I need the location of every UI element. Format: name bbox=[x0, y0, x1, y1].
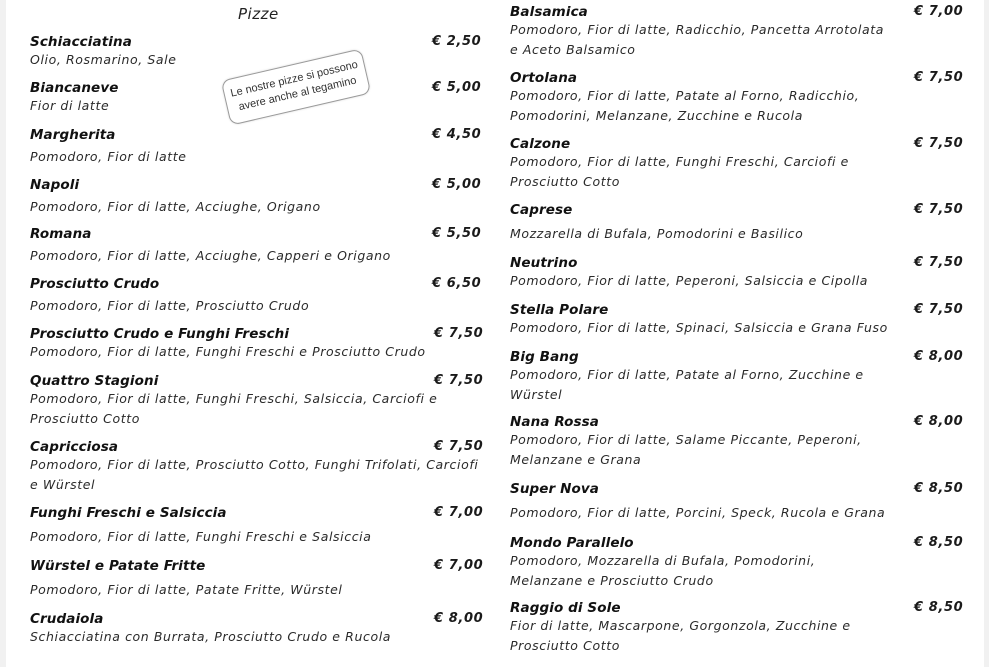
item-desc: Pomodoro, Fior di latte, Salame Piccante, Peperoni, Melanzane e Grana bbox=[510, 432, 862, 467]
item-price: € 8,00 bbox=[914, 414, 964, 429]
item-price: € 7,00 bbox=[434, 505, 484, 520]
item-name: Prosciutto Crudo bbox=[30, 276, 160, 292]
item-desc: Schiacciatina con Burrata, Prosciutto Crudo e Rucola bbox=[30, 629, 392, 644]
menu-item-big-bang bbox=[510, 349, 964, 405]
item-price: € 7,50 bbox=[914, 255, 964, 270]
item-name: Schiacciatina bbox=[30, 34, 132, 50]
item-desc: Pomodoro, Fior di latte, Radicchio, Pancetta Arrotolata e Aceto Balsamico bbox=[510, 22, 885, 57]
item-price: € 7,50 bbox=[914, 136, 964, 151]
menu-item-raggio-di-sole bbox=[510, 600, 964, 656]
item-price: € 8,50 bbox=[914, 535, 964, 550]
item-desc: Pomodoro, Fior di latte, Porcini, Speck, Rucola e Grana bbox=[510, 505, 886, 520]
menu-item-biancaneve bbox=[30, 80, 500, 116]
item-desc: Pomodoro, Fior di latte, Prosciutto Crudo bbox=[30, 298, 310, 313]
item-name: Ortolana bbox=[510, 70, 578, 86]
item-price: € 7,00 bbox=[434, 558, 484, 573]
menu-item-nana-rossa bbox=[510, 414, 964, 470]
item-price: € 7,50 bbox=[914, 70, 964, 85]
menu-page bbox=[6, 0, 984, 667]
menu-item-balsamica bbox=[510, 4, 964, 60]
item-price: € 8,50 bbox=[914, 481, 964, 496]
item-name: Caprese bbox=[510, 202, 573, 218]
item-name: Prosciutto Crudo e Funghi Freschi bbox=[30, 326, 290, 342]
item-desc: Pomodoro, Fior di latte, Acciughe, Origano bbox=[30, 199, 321, 214]
menu-item-ortolana bbox=[510, 70, 964, 126]
item-desc: Fior di latte, Mascarpone, Gorgonzola, Zucchine e Prosciutto Cotto bbox=[510, 618, 851, 653]
item-name: Stella Polare bbox=[510, 302, 609, 318]
menu-item-capricciosa bbox=[30, 439, 490, 495]
item-price: € 8,00 bbox=[914, 349, 964, 364]
menu-item-wurstel-patate bbox=[30, 558, 500, 600]
item-name: Capricciosa bbox=[30, 439, 119, 455]
item-name: Nana Rossa bbox=[510, 414, 600, 430]
item-name: Big Bang bbox=[510, 349, 579, 365]
item-desc: Pomodoro, Fior di latte bbox=[30, 149, 187, 164]
item-desc: Pomodoro, Fior di latte, Peperoni, Salsiccia e Cipolla bbox=[510, 273, 869, 288]
item-desc: Pomodoro, Fior di latte, Funghi Freschi, Carciofi e Prosciutto Cotto bbox=[510, 154, 849, 189]
item-desc: Pomodoro, Fior di latte, Prosciutto Cotto, Funghi Trifolati, Carciofi e Würstel bbox=[30, 457, 479, 492]
item-price: € 7,50 bbox=[434, 373, 484, 388]
item-desc: Pomodoro, Fior di latte, Patate Fritte, Würstel bbox=[30, 582, 343, 597]
item-desc: Pomodoro, Fior di latte, Funghi Freschi, Salsiccia, Carciofi e Prosciutto Cotto bbox=[30, 391, 438, 426]
menu-item-mondo-parallelo bbox=[510, 535, 964, 591]
item-desc: Pomodoro, Fior di latte, Patate al Forno, Zucchine e Würstel bbox=[510, 367, 864, 402]
menu-item-prosciutto-crudo bbox=[30, 276, 500, 316]
item-price: € 5,00 bbox=[432, 177, 482, 192]
item-price: € 2,50 bbox=[432, 34, 482, 49]
item-name: Romana bbox=[30, 226, 92, 242]
section-title: Pizze bbox=[238, 5, 279, 23]
item-name: Margherita bbox=[30, 127, 116, 143]
menu-item-super-nova bbox=[510, 481, 964, 523]
item-name: Würstel e Patate Fritte bbox=[30, 558, 206, 574]
menu-item-margherita bbox=[30, 127, 500, 167]
item-price: € 6,50 bbox=[432, 276, 482, 291]
item-name: Raggio di Sole bbox=[510, 600, 621, 616]
menu-item-prosciutto-crudo-funghi bbox=[30, 326, 500, 362]
menu-item-funghi-salsiccia bbox=[30, 505, 500, 547]
item-desc: Mozzarella di Bufala, Pomodorini e Basilico bbox=[510, 226, 804, 241]
item-name: Super Nova bbox=[510, 481, 599, 497]
menu-item-napoli bbox=[30, 177, 500, 217]
menu-item-romana bbox=[30, 226, 500, 266]
menu-item-stella-polare bbox=[510, 302, 964, 338]
menu-item-caprese bbox=[510, 202, 964, 244]
item-price: € 8,50 bbox=[914, 600, 964, 615]
item-desc: Pomodoro, Fior di latte, Spinaci, Salsiccia e Grana Fuso bbox=[510, 320, 888, 335]
item-desc: Pomodoro, Fior di latte, Acciughe, Capperi e Origano bbox=[30, 248, 391, 263]
item-desc: Olio, Rosmarino, Sale bbox=[30, 52, 177, 67]
item-desc: Pomodoro, Fior di latte, Funghi Freschi e Salsiccia bbox=[30, 529, 372, 544]
item-price: € 7,00 bbox=[914, 4, 964, 19]
item-price: € 7,50 bbox=[914, 202, 964, 217]
item-price: € 4,50 bbox=[432, 127, 482, 142]
menu-item-crudaiola bbox=[30, 611, 500, 647]
item-price: € 7,50 bbox=[434, 439, 484, 454]
item-desc: Pomodoro, Mozzarella di Bufala, Pomodorini, Melanzane e Prosciutto Crudo bbox=[510, 553, 816, 588]
menu-item-quattro-stagioni bbox=[30, 373, 484, 429]
item-desc: Pomodoro, Fior di latte, Patate al Forno, Radicchio, Pomodorini, Melanzane, Zucchine e Rucola bbox=[510, 88, 860, 123]
item-name: Balsamica bbox=[510, 4, 588, 20]
item-name: Neutrino bbox=[510, 255, 578, 271]
item-name: Calzone bbox=[510, 136, 571, 152]
item-name: Biancaneve bbox=[30, 80, 119, 96]
item-name: Napoli bbox=[30, 177, 80, 193]
item-name: Quattro Stagioni bbox=[30, 373, 159, 389]
item-price: € 8,00 bbox=[434, 611, 484, 626]
menu-item-schiacciatina bbox=[30, 34, 500, 70]
item-desc: Fior di latte bbox=[30, 98, 110, 113]
item-desc: Pomodoro, Fior di latte, Funghi Freschi e Prosciutto Crudo bbox=[30, 344, 426, 359]
item-name: Crudaiola bbox=[30, 611, 104, 627]
item-name: Mondo Parallelo bbox=[510, 535, 634, 551]
item-price: € 5,00 bbox=[432, 80, 482, 95]
menu-item-neutrino bbox=[510, 255, 964, 291]
item-price: € 7,50 bbox=[914, 302, 964, 317]
item-price: € 7,50 bbox=[434, 326, 484, 341]
item-price: € 5,50 bbox=[432, 226, 482, 241]
tegamino-note: Le nostre pizze si possono avere anche al tegamino bbox=[221, 48, 372, 125]
menu-item-calzone bbox=[510, 136, 964, 192]
item-name: Funghi Freschi e Salsiccia bbox=[30, 505, 227, 521]
